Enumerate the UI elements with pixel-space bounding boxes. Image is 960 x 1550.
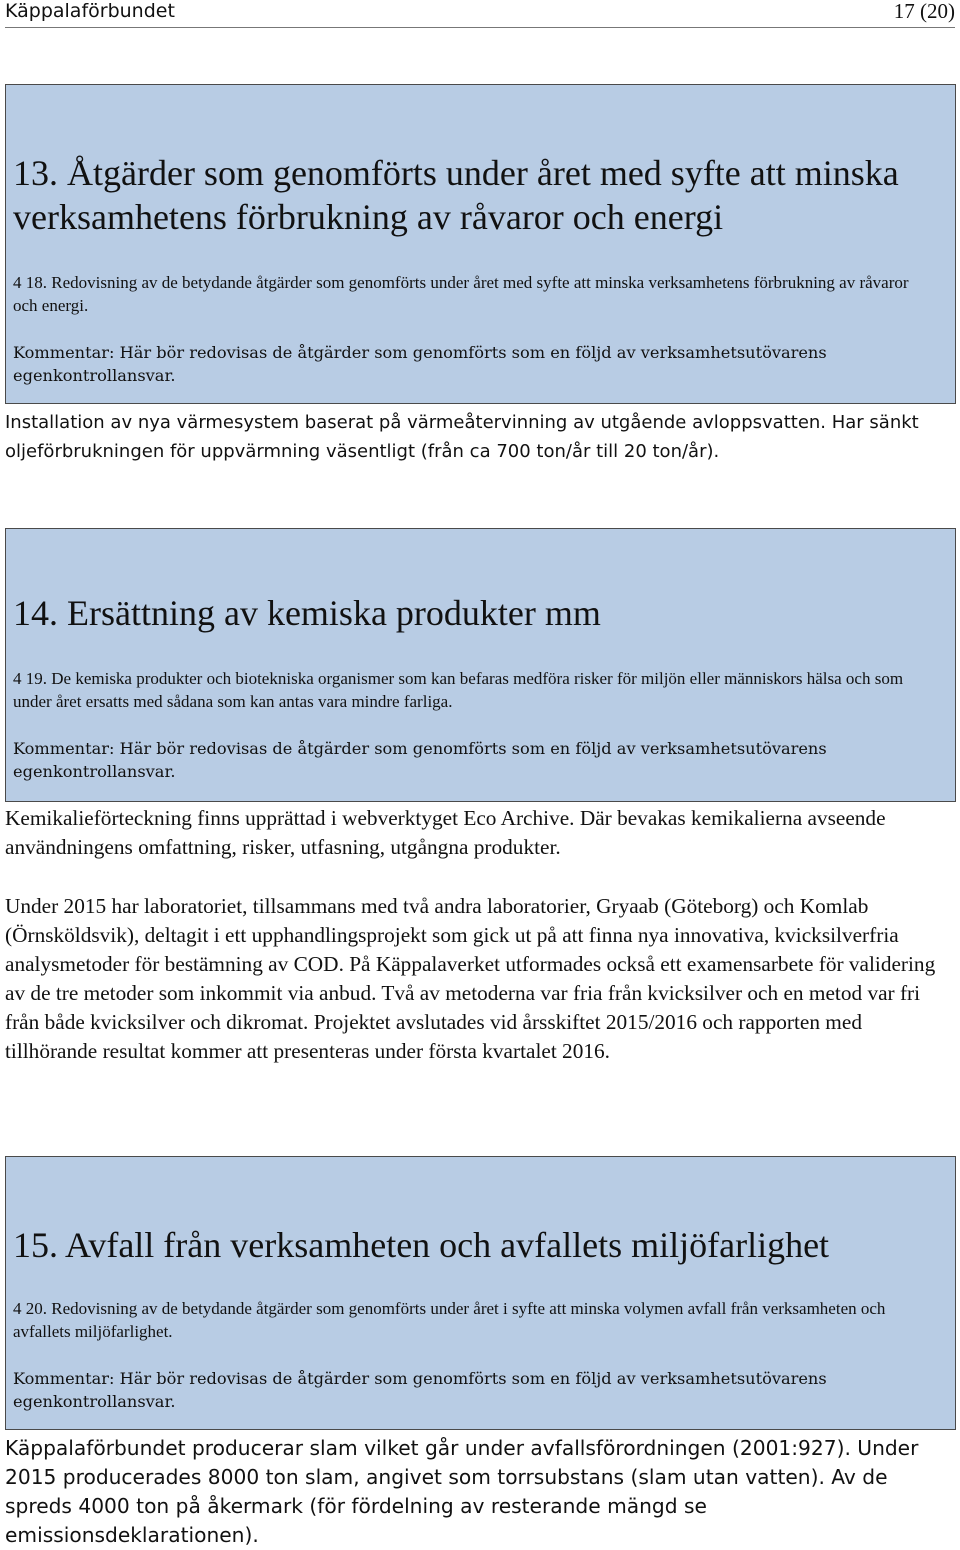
section-14-comment: Kommentar: Här bör redovisas de åtgärder som genomförts som en följd av verksamhetsutövarens egenkontrollansvar. (13, 739, 827, 781)
section-14-box (5, 528, 956, 802)
section-13-comment: Kommentar: Här bör redovisas de åtgärder som genomförts som en följd av verksamhetsutövarens egenkontrollansvar. (13, 343, 827, 385)
section-14-answer-1: Kemikalieförteckning finns upprättad i webverktyget Eco Archive. Där bevakas kemikalierna avseende användningens omfattning, risker, utfasning, utgångna produkter. (5, 806, 886, 859)
organization-name: Käppalaförbundet (5, 0, 175, 22)
section-14-answer-2: Under 2015 har laboratoriet, tillsammans med två andra laboratorier, Gryaab (Göteborg) och Komlab (Örnsköldsvik), deltagit i ett upphandlingsprojekt som gick ut på att finna nya innovativa, kvicksilverfria analysmetoder för bestämning av COD. På Käppalaverket utformades också ett examensarbete för validering av de tre metoder som inkommit via anbud. Två av metoderna var fria från kvicksilver och en metod var fri från både kvicksilver och dikromat. Projektet avslutades vid årsskiftet 2015/2016 och rapporten med tillhörande resultat kommer att presenteras under första kvartalet 2016. (5, 894, 936, 1063)
section-13-title: 13. Åtgärder som genomförts under året med syfte att minska verksamhetens förbrukning av råvaror och energi (13, 153, 899, 237)
section-15-answer: Käppalaförbundet producerar slam vilket går under avfallsförordningen (2001:927). Under 2015 producerades 8000 ton slam, angivet som torrsubstans (slam utan vatten). Av de spreds 4000 ton på åkermark (för fördelning av resterande mängd se emissionsdeklarationen). (5, 1436, 919, 1547)
page-number: 17 (20) (893, 0, 955, 23)
section-15-comment: Kommentar: Här bör redovisas de åtgärder som genomförts som en följd av verksamhetsutövarens egenkontrollansvar. (13, 1369, 827, 1411)
section-14-title: 14. Ersättning av kemiska produkter mm (13, 593, 601, 633)
section-13-box (5, 84, 956, 404)
section-15-box (5, 1156, 956, 1430)
section-13-answer: Installation av nya värmesystem baserat på värmeåtervinning av utgående avloppsvatten. Har sänkt oljeförbrukningen för uppvärmning väsentligt (från ca 700 ton/år till 20 ton/år). (5, 412, 919, 462)
section-14-requirement: 4 19. De kemiska produkter och biotekniska organismer som kan befaras medföra risker för miljön eller människors hälsa och som under året ersatts med sådana som kan antas vara mindre farliga. (13, 669, 904, 711)
section-15-requirement: 4 20. Redovisning av de betydande åtgärder som genomförts under året i syfte att minska volymen avfall från verksamheten och avfallets miljöfarlighet. (13, 1299, 886, 1341)
section-15-title: 15. Avfall från verksamheten och avfallets miljöfarlighet (13, 1225, 830, 1265)
page-header (5, 0, 955, 28)
section-13-requirement: 4 18. Redovisning av de betydande åtgärder som genomförts under året med syfte att minska verksamhetens förbrukning av råvaror och energi. (13, 273, 909, 315)
